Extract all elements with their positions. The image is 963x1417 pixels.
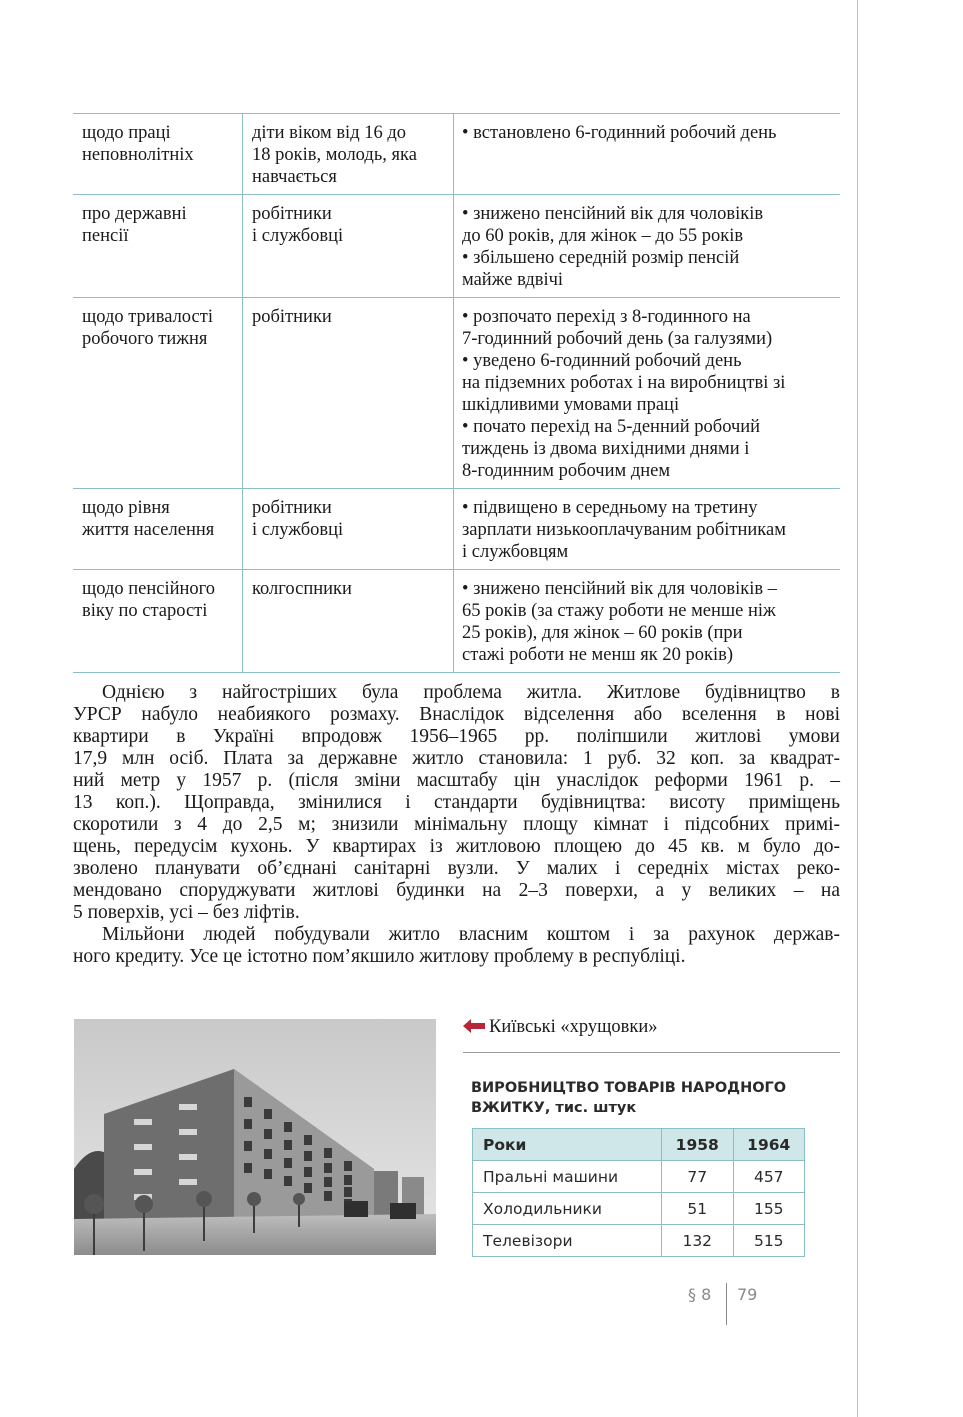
stats-cell: 457 xyxy=(733,1161,805,1193)
stats-cell: 515 xyxy=(733,1225,805,1257)
cell-line: 8-годинним робочим днем xyxy=(462,461,671,481)
cell-line: робітники xyxy=(252,498,332,518)
page-number: 79 xyxy=(737,1285,758,1304)
law-group-cell xyxy=(243,114,454,195)
law-changes-cell xyxy=(454,114,841,195)
cell-line: щодо праці xyxy=(82,123,171,143)
law-table-row xyxy=(73,570,840,673)
cell-line: робітники xyxy=(252,307,332,327)
cell-line: стажі роботи не менш як 20 років) xyxy=(462,645,734,665)
apartment-buildings-photo xyxy=(74,1019,436,1255)
cell-line: • почато перехід на 5-денний робочий xyxy=(462,417,761,437)
paragraph-line: скоротили з 4 до 2,5 м; знизили мінімальну площу кімнат і підсобних примі- xyxy=(73,814,840,835)
law-table-row xyxy=(73,195,840,298)
cell-line: і службовці xyxy=(252,520,344,540)
stats-header-cell: 1964 xyxy=(733,1129,805,1161)
cell-line: навчається xyxy=(252,167,337,187)
law-table-row xyxy=(73,298,840,489)
stats-cell: 51 xyxy=(662,1193,734,1225)
paragraph-line: квартири в Україні впродовж 1956–1965 рр. поліпшили житлові умови xyxy=(73,726,840,747)
law-group-cell xyxy=(243,570,454,673)
paragraph-line: ний метр у 1957 р. (після зміни масштабу цін унаслідок реформи 1961 р. – xyxy=(73,770,840,791)
cell-line: неповнолітніх xyxy=(82,145,194,165)
law-area-cell xyxy=(73,489,243,570)
section-number: § 8 xyxy=(688,1285,712,1304)
cell-line: робочого тижня xyxy=(82,329,208,349)
stats-header-row xyxy=(473,1129,805,1161)
caption-divider xyxy=(463,1052,840,1053)
paragraph-credit xyxy=(73,924,840,968)
cell-line: на підземних роботах і на виробництві зі xyxy=(462,373,786,393)
cell-line: 65 років (за стажу роботи не менше ніж xyxy=(462,601,776,621)
stats-row xyxy=(473,1225,805,1257)
stats-row xyxy=(473,1193,805,1225)
body-text xyxy=(73,682,840,968)
paragraph-line: Однією з найгостріших була проблема житла. Житлове будівництво в xyxy=(102,682,840,703)
cell-line: пенсії xyxy=(82,226,129,246)
cell-line: тиждень із двома вихідними днями і xyxy=(462,439,750,459)
paragraph-line: мендовано споруджувати житлові будинки на 2–3 поверхи, а у великих – на xyxy=(73,880,840,901)
paragraph-line: 13 коп.). Щоправда, змінилися і стандарти будівництва: висоту приміщень xyxy=(73,792,840,813)
cell-line: віку по старості xyxy=(82,601,208,621)
paragraph-housing xyxy=(73,682,840,924)
photo-caption xyxy=(463,1016,658,1039)
paragraph-line: ного кредиту. Усе це істотно пом’якшило житлову проблему в республіці. xyxy=(73,946,686,967)
paragraph-line: щень, передусім кухонь. У квартирах із житловою площею до 45 кв. м було до- xyxy=(73,836,840,857)
footer-divider xyxy=(726,1283,727,1325)
cell-line: • встановлено 6-годинний робочий день xyxy=(462,123,777,143)
cell-line: зарплати низькооплачуваним робітникам xyxy=(462,520,786,540)
law-table-row xyxy=(73,489,840,570)
stats-title-line: ВИРОБНИЦТВО ТОВАРІВ НАРОДНОГО xyxy=(471,1080,787,1096)
cell-line: шкідливими умовами праці xyxy=(462,395,680,415)
cell-line: • збільшено середній розмір пенсій xyxy=(462,248,740,268)
stats-cell: 77 xyxy=(662,1161,734,1193)
law-area-cell xyxy=(73,195,243,298)
cell-line: • підвищено в середньому на третину xyxy=(462,498,758,518)
stats-cell: Телевізори xyxy=(473,1225,662,1257)
cell-line: 25 років), для жінок – 60 років (при xyxy=(462,623,743,643)
production-stats-table xyxy=(472,1128,805,1257)
cell-line: діти віком від 16 до xyxy=(252,123,407,143)
cell-line: • розпочато перехід з 8-годинного на xyxy=(462,307,751,327)
caption-text: Київські «хрущовки» xyxy=(489,1017,658,1037)
stats-row xyxy=(473,1161,805,1193)
law-table-row xyxy=(73,114,840,195)
paragraph-line: зволено планувати об’єднані санітарні вузли. У малих і середніх містах реко- xyxy=(73,858,840,879)
cell-line: про державні xyxy=(82,204,187,224)
law-group-cell xyxy=(243,489,454,570)
page-margin-rule xyxy=(857,0,858,1417)
paragraph-line: УРСР набуло неабиякого розмаху. Внаслідок відселення або вселення в нові xyxy=(73,704,840,725)
cell-line: • уведено 6-годинний робочий день xyxy=(462,351,742,371)
paragraph-line: Мільйони людей побудували житло власним коштом і за рахунок держав- xyxy=(102,924,840,945)
cell-line: майже вдвічі xyxy=(462,270,564,290)
law-group-cell xyxy=(243,298,454,489)
law-changes-cell xyxy=(454,195,841,298)
stats-cell: Пральні машини xyxy=(473,1161,662,1193)
cell-line: і службовцям xyxy=(462,542,569,562)
paragraph-line: 17,9 млн осіб. Плата за державне житло становила: 1 руб. 32 коп. за квадрат- xyxy=(73,748,840,769)
stats-cell: Холодильники xyxy=(473,1193,662,1225)
cell-line: • знижено пенсійний вік для чоловіків xyxy=(462,204,764,224)
cell-line: щодо пенсійного xyxy=(82,579,216,599)
cell-line: робітники xyxy=(252,204,332,224)
left-arrow-icon xyxy=(463,1017,485,1039)
stats-title xyxy=(471,1078,786,1118)
law-changes-cell xyxy=(454,298,841,489)
law-area-cell xyxy=(73,570,243,673)
stats-cell: 155 xyxy=(733,1193,805,1225)
stats-header-cell: 1958 xyxy=(662,1129,734,1161)
cell-line: 18 років, молодь, яка xyxy=(252,145,417,165)
law-changes-cell xyxy=(454,489,841,570)
law-changes-cell xyxy=(454,570,841,673)
law-group-cell xyxy=(243,195,454,298)
cell-line: колгоспники xyxy=(252,579,352,599)
law-area-cell xyxy=(73,114,243,195)
law-changes-table xyxy=(73,113,840,673)
cell-line: щодо тривалості xyxy=(82,307,213,327)
stats-header-cell: Роки xyxy=(473,1129,662,1161)
paragraph-line: 5 поверхів, усі – без ліфтів. xyxy=(73,902,300,923)
stats-title-line: ВЖИТКУ, тис. штук xyxy=(471,1100,637,1116)
cell-line: до 60 років, для жінок – до 55 років xyxy=(462,226,744,246)
cell-line: • знижено пенсійний вік для чоловіків – xyxy=(462,579,777,599)
cell-line: щодо рівня xyxy=(82,498,170,518)
cell-line: життя населення xyxy=(82,520,215,540)
stats-cell: 132 xyxy=(662,1225,734,1257)
cell-line: 7-годинний робочий день (за галузями) xyxy=(462,329,773,349)
cell-line: і службовці xyxy=(252,226,344,246)
law-area-cell xyxy=(73,298,243,489)
